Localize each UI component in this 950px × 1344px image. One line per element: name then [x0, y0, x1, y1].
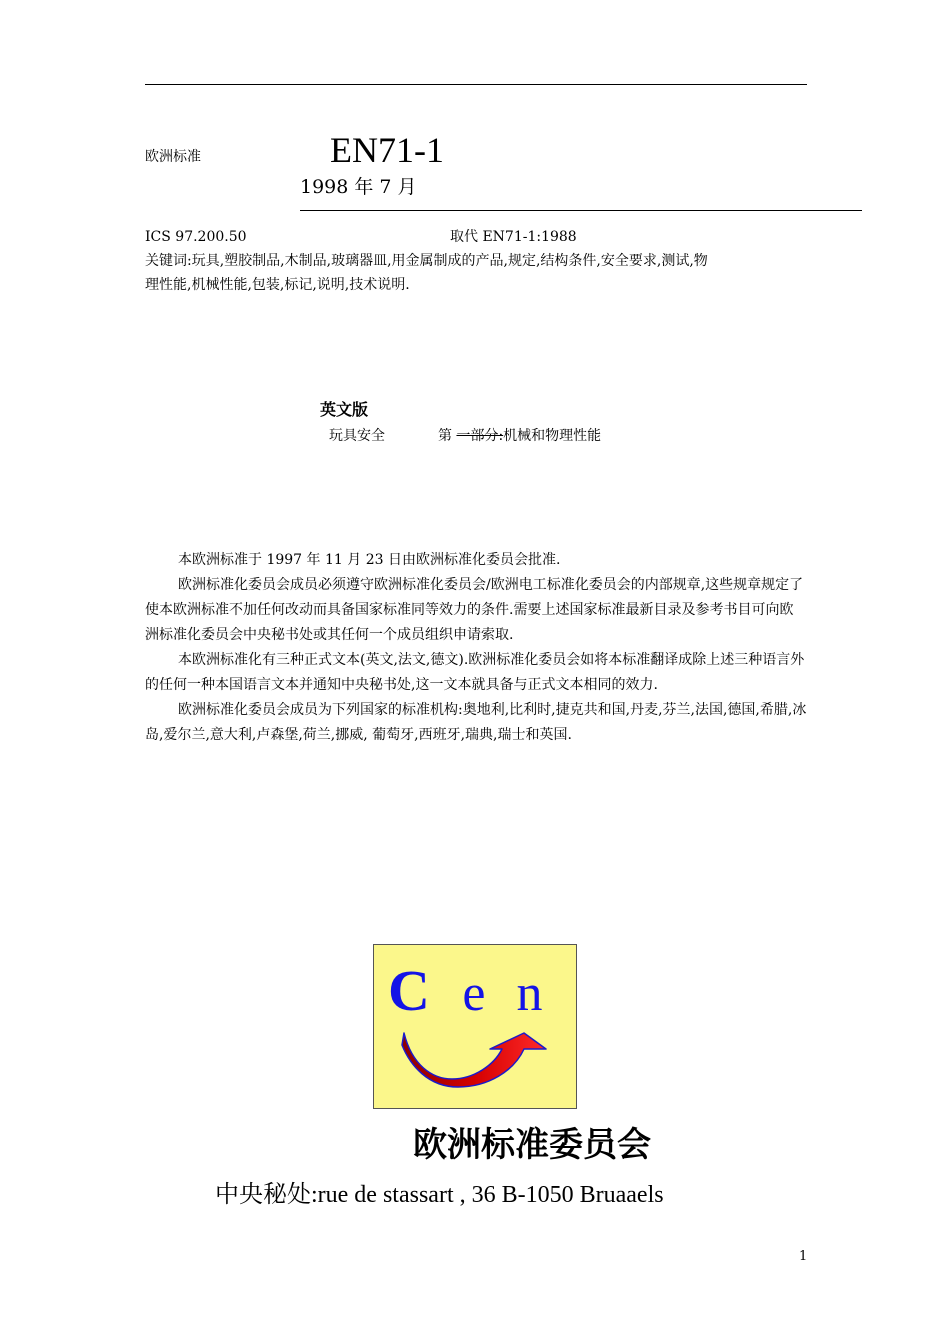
part-struck-text: 一部分: [456, 428, 504, 444]
paragraph-regulations: 欧洲标准化委员会成员必须遵守欧洲标准化委员会/欧洲电工标准化委员会的内部规章,这些规章规定了使本欧洲标准不加任何改动而具备国家标准同等效力的条件.需要上述国家标准最新目录及参考书目可向欧洲标准化委员会中央秘书处或其任何一个成员组织申请索取. [145, 577, 804, 643]
version-title: 英文版 [320, 400, 369, 419]
organization-name: 欧洲标准委员会 [413, 1125, 651, 1165]
paragraph-approval: 本欧洲标准于 1997 年 11 月 23 日由欧洲标准化委员会批准. [178, 552, 561, 568]
part-title: 机械和物理性能 [503, 428, 602, 444]
logo-letters: e n [462, 965, 552, 1022]
logo-letter-c: C [388, 958, 439, 1023]
logo-arrow-icon [374, 945, 576, 1108]
ics-code: ICS 97.200.50 [145, 229, 247, 245]
body-text [145, 548, 807, 748]
page-number: 1 [799, 1249, 808, 1264]
top-rule [145, 84, 807, 85]
keywords-line-2: 理性能,机械性能,包装,标记,说明,技术说明. [145, 277, 410, 293]
paragraph-languages: 本欧洲标准化有三种正式文本(英文,法文,德文).欧洲标准化委员会如将本标准翻译成除上述三种语言外的任何一种本国语言文本并通知中央秘书处,这一文本就具备与正式文本相同的效力. [145, 652, 805, 693]
cen-logo [373, 944, 577, 1109]
document-part [438, 425, 601, 447]
document-subject: 玩具安全 [329, 428, 385, 444]
part-prefix: 第 [438, 428, 452, 444]
publication-date: 1998 年 7 月 [300, 176, 417, 198]
standard-code: EN71-1 [330, 130, 444, 170]
paragraph-members: 欧洲标准化委员会成员为下列国家的标准机构:奥地利,比利时,捷克共和国,丹麦,芬兰,法国,德国,希腊,冰岛,爱尔兰,意大利,卢森堡,荷兰,挪威, 葡萄牙,西班牙,瑞典,瑞士和英国. [145, 702, 807, 743]
secretariat-address: 中央秘处:rue de stassart , 36 B-1050 Bruaaels [215, 1182, 664, 1208]
supersedes: 取代 EN71-1:1988 [450, 229, 577, 245]
header-rule [300, 210, 862, 211]
keywords-line-1: 关键词:玩具,塑胶制品,木制品,玻璃器皿,用金属制成的产品,规定,结构条件,安全要求,测试,物 [145, 253, 708, 269]
standard-label: 欧洲标准 [145, 149, 201, 165]
